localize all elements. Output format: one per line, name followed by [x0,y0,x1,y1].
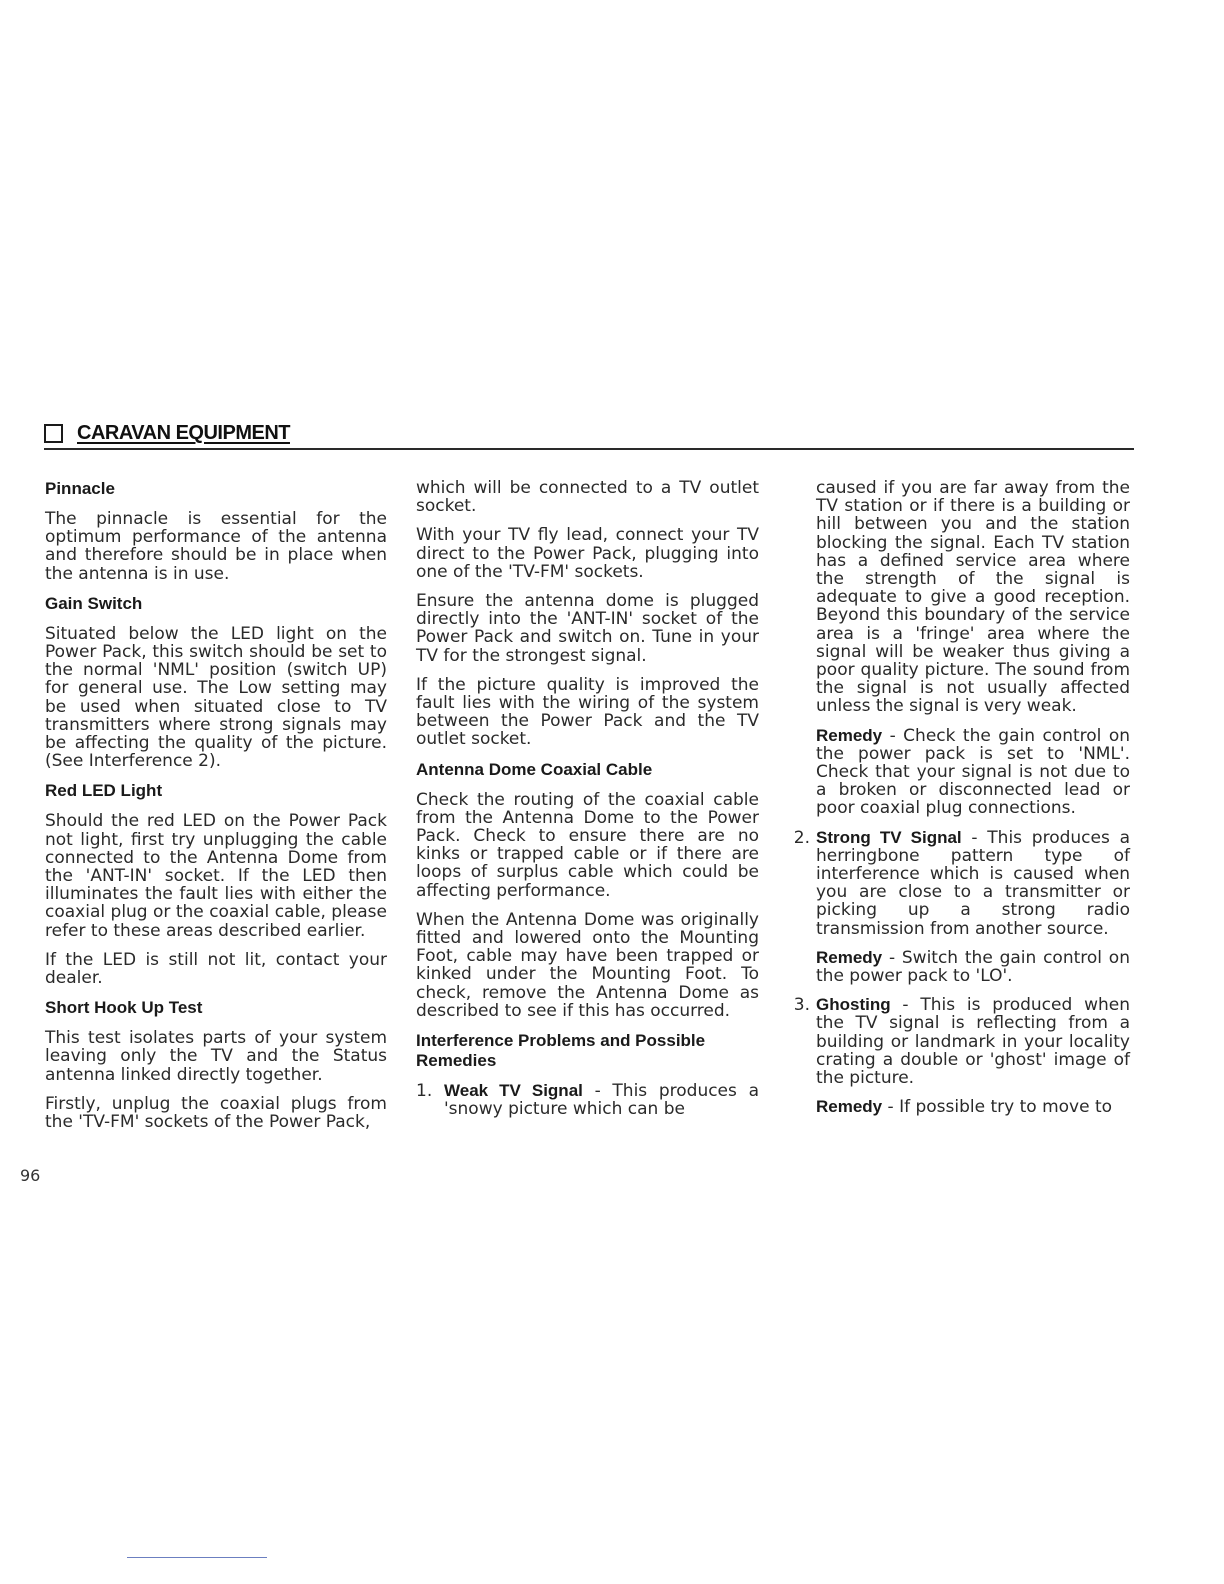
heading-pinnacle: Pinnacle [45,479,115,498]
paragraph-fly-lead: With your TV fly lead, connect your TV direct to the Power Pack, plugging into one of the 'TV-FM' sockets. [416,525,759,582]
heading-red-led: Red LED Light [45,781,163,801]
item-title-strong-signal: Strong TV Signal [816,827,962,847]
column-1 [45,479,387,1142]
paragraph-coaxial-routing: Check the routing of the coaxial cable from the Antenna Dome to the Power Pack. Check to ensure there are no kinks or trapped cable or if there are loops of surplus cable which could be affecting performance. [416,789,759,901]
remedy-text: - Check the gain control on the power pack is set to 'NML'. Check that your signal is not due to a broken or disconnected lead or poor coaxial plug connections. [816,725,1130,819]
paragraph-remedy-2 [816,949,1130,985]
list-number: 2. [793,827,810,848]
paragraph-outlet: which will be connected to a TV outlet socket. [416,478,759,517]
item-text-weak-signal: - This produces a 'snowy picture which can be [444,1081,759,1120]
paragraph-remedy-1 [816,727,1130,818]
page-number: 96 [20,1166,41,1185]
column-3 [793,478,1130,1128]
column-2 [416,479,759,1129]
heading-coaxial-cable: Antenna Dome Coaxial Cable [416,759,653,779]
footer-rule [127,1557,267,1558]
heading-interference: Interference Problems and Possible Remedies [416,1031,706,1071]
section-title: CARAVAN EQUIPMENT [77,422,290,444]
item-title-ghosting: Ghosting [816,995,891,1015]
remedy-label: Remedy [816,947,883,967]
remedy-label: Remedy [816,1097,883,1117]
item-text-ghosting: - This is produced when the TV signal is reflecting from a building or landmark in your locality crating a double or 'ghost' image of the picture. [816,995,1130,1089]
list-item-ghosting [793,995,1130,1089]
heading-short-hook-up: Short Hook Up Test [45,998,203,1018]
item-title-weak-signal: Weak TV Signal [444,1081,583,1101]
paragraph-short-hook-up-2: Firstly, unplug the coaxial plugs from the 'TV-FM' sockets of the Power Pack, [45,1093,387,1133]
paragraph-ensure-dome: Ensure the antenna dome is plugged directly into the 'ANT-IN' socket of the Power Pack and switch on. Tune in your TV for the strongest signal. [416,591,759,666]
paragraph-short-hook-up: This test isolates parts of your system leaving only the TV and the Status antenna linked directly together. [45,1028,387,1085]
item-text-strong-signal: - This produces a herringbone pattern type of interference which is caused when you are close to a transmitter or picking up a strong radio transmission from another source. [816,827,1130,939]
paragraph-remedy-3 [816,1098,1130,1116]
list-item-strong-signal [793,827,1130,939]
remedy-label: Remedy [816,725,883,745]
section-header [44,422,1134,450]
list-number: 1. [416,1081,433,1102]
remedy-text: - Switch the gain control on the power pack to 'LO'. [816,947,1130,987]
paragraph-red-led-2: If the LED is still not lit, contact your dealer. [45,949,387,989]
paragraph-picture-quality: If the picture quality is improved the fault lies with the wiring of the system between the Power Pack and the TV outlet socket. [416,674,759,750]
list-number: 3. [793,995,810,1016]
heading-gain-switch: Gain Switch [45,593,143,613]
list-item-weak-signal [416,1082,759,1118]
paragraph-gain-switch: Situated below the LED light on the Power Pack, this switch should be set to the normal 'NML' position (switch UP) for general use. The Low setting may be used when situated close to TV transmitters where strong signals may be affecting the quality of the picture. (See Interference 2). [45,623,387,772]
paragraph-coaxial-fitted: When the Antenna Dome was originally fitted and lowered onto the Mounting Foot, cable may have been trapped or kinked under the Mounting Foot. To check, remove the Antenna Dome as described to see if this has occurred. [416,909,759,1021]
checkbox-square-icon [44,424,63,443]
remedy-text: - If possible try to move to [882,1097,1113,1118]
paragraph-weak-signal-cont: caused if you are far away from the TV station or if there is a building or hill between you and the station blocking the signal. Each TV station has a defined service area where the strength of the signal is adequate to give a good reception. Beyond this boundary of the service area is a 'fringe' area where the signal will be weaker thus giving a poor quality picture. The sound from the signal is not usually affected unless the signal is very weak. [816,478,1130,717]
paragraph-red-led: Should the red LED on the Power Pack not light, first try unplugging the cable connected to the Antenna Dome from the 'ANT-IN' socket. If the LED then illuminates the fault lies with either the coaxial plug or the coaxial cable, please refer to these areas described earlier. [45,811,387,941]
paragraph-pinnacle: The pinnacle is essential for the optimum performance of the antenna and therefore should be in place when the antenna is in use. [45,509,387,584]
